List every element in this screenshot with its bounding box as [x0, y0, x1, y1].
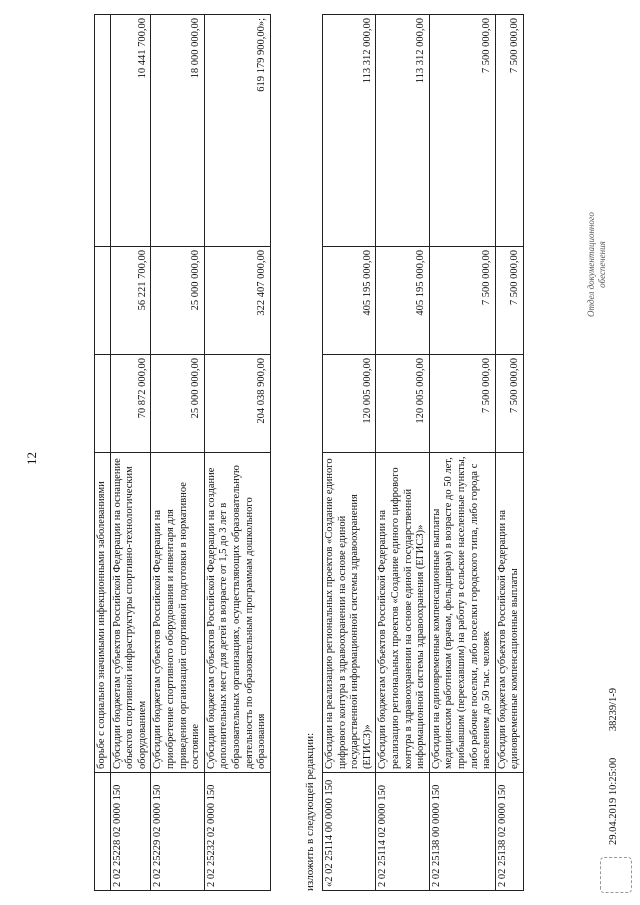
- table-row: [204, 15, 270, 891]
- cell-code: 2 02 25138 02 0000 150: [495, 773, 523, 891]
- cell-code: 2 02 25228 02 0000 150: [110, 773, 151, 891]
- cell-name: Субсидии бюджетам субъектов Российской Федерации на приобретение спортивного оборудования и инвентаря для приведения организаций спортивной подготовки в нормативное состояние: [151, 453, 204, 773]
- cell-name: Субсидии бюджетам субъектов Российской Федерации на реализацию региональных проектов «Создание единого цифрового контура в здравоохранении на основе единой государственной информационной системы здравоохранения (ЕГИСЗ)»: [376, 452, 429, 772]
- footer-datetime: 29.04.2019 10:25:00: [608, 757, 619, 845]
- cell-name: Субсидии бюджетам субъектов Российской Федерации на единовременные компенсационные выплаты: [495, 452, 523, 772]
- cell-v3: 10 441 700,00: [110, 15, 151, 247]
- cell-name: Субсидии на единовременные компенсационные выплаты медицинским работникам (врачам, фельдшерам) в возрасте до 50 лет, прибывшим (переехавшим) на работу в сельские населенные пункты, либо рабочие поселки, либо поселки городского типа, либо города с населением до 50 тыс. человек: [429, 452, 495, 772]
- cell-v3: 7 500 000,00: [429, 14, 495, 246]
- cell-v2: 7 500 000,00: [495, 246, 523, 354]
- cell-v3: [95, 15, 111, 247]
- cell-v2: 405 195 000,00: [376, 246, 429, 354]
- cell-code: 2 02 25229 02 0000 150: [151, 773, 204, 891]
- table-row: [495, 14, 523, 890]
- table-row: [429, 14, 495, 890]
- page-number: 12: [24, 452, 39, 465]
- bottom-table: [322, 15, 524, 891]
- cell-v1: [95, 355, 111, 453]
- cell-v2: 56 221 700,00: [110, 247, 151, 355]
- stamp: [586, 212, 608, 317]
- stamp-line: Отдел документационного: [586, 212, 596, 317]
- table-row: [110, 15, 151, 891]
- cell-name: борьбе с социально значимыми инфекционными заболеваниями: [95, 453, 111, 773]
- cell-name: Субсидии бюджетам субъектов Российской Федерации на оснащение объектов спортивной инфраструктуры спортивно-технологическим оборудованием: [110, 453, 151, 773]
- cell-v3: 113 312 000,00: [376, 14, 429, 246]
- cell-v1: 204 038 900,00: [204, 355, 270, 453]
- cell-v3: 18 000 000,00: [151, 15, 204, 247]
- cell-v2: 322 407 000,00: [204, 247, 270, 355]
- cell-v1: 25 000 000,00: [151, 355, 204, 453]
- cell-v2: 25 000 000,00: [151, 247, 204, 355]
- cell-code: [95, 773, 111, 891]
- cell-v1: 7 500 000,00: [429, 354, 495, 452]
- cell-code: 2 02 25114 02 0000 150: [376, 773, 429, 891]
- cell-v3: 619 179 900,00»;: [204, 15, 270, 247]
- seal-icon: [600, 857, 632, 893]
- table-row: [376, 14, 429, 890]
- cell-v2: 7 500 000,00: [429, 246, 495, 354]
- table-row: [151, 15, 204, 891]
- footer: [608, 664, 619, 845]
- cell-v3: 7 500 000,00: [495, 14, 523, 246]
- cell-v1: 120 005 000,00: [323, 354, 376, 452]
- cell-code: «2 02 25114 00 0000 150: [323, 773, 376, 891]
- top-table: [94, 15, 271, 891]
- footer-doc-id: 38239/1-9: [608, 687, 619, 732]
- stamp-line: обеспечения: [597, 241, 607, 288]
- intro-text: изложить в следующей редакции:: [304, 732, 316, 891]
- table-row: [323, 14, 376, 890]
- cell-code: 2 02 25232 02 0000 150: [204, 773, 270, 891]
- cell-v2: 405 195 000,00: [323, 246, 376, 354]
- cell-v2: [95, 247, 111, 355]
- cell-v3: 113 312 000,00: [323, 14, 376, 246]
- cell-name: Субсидии бюджетам субъектов Российской Федерации на создание дополнительных мест для детей в возрасте от 1,5 до 3 лет в образовательных организациях, осуществляющих образовательную деятельность по образовательным программам дошкольного образования: [204, 453, 270, 773]
- cell-v1: 120 005 000,00: [376, 354, 429, 452]
- cell-v1: 7 500 000,00: [495, 354, 523, 452]
- cell-name: Субсидии на реализацию региональных проектов «Создание единого цифрового контура в здравоохранении на основе единой государственной информационной системы здравоохранения (ЕГИСЗ)»: [323, 452, 376, 772]
- cell-v1: 70 872 000,00: [110, 355, 151, 453]
- cell-code: 2 02 25138 00 0000 150: [429, 773, 495, 891]
- table-row: [95, 15, 111, 891]
